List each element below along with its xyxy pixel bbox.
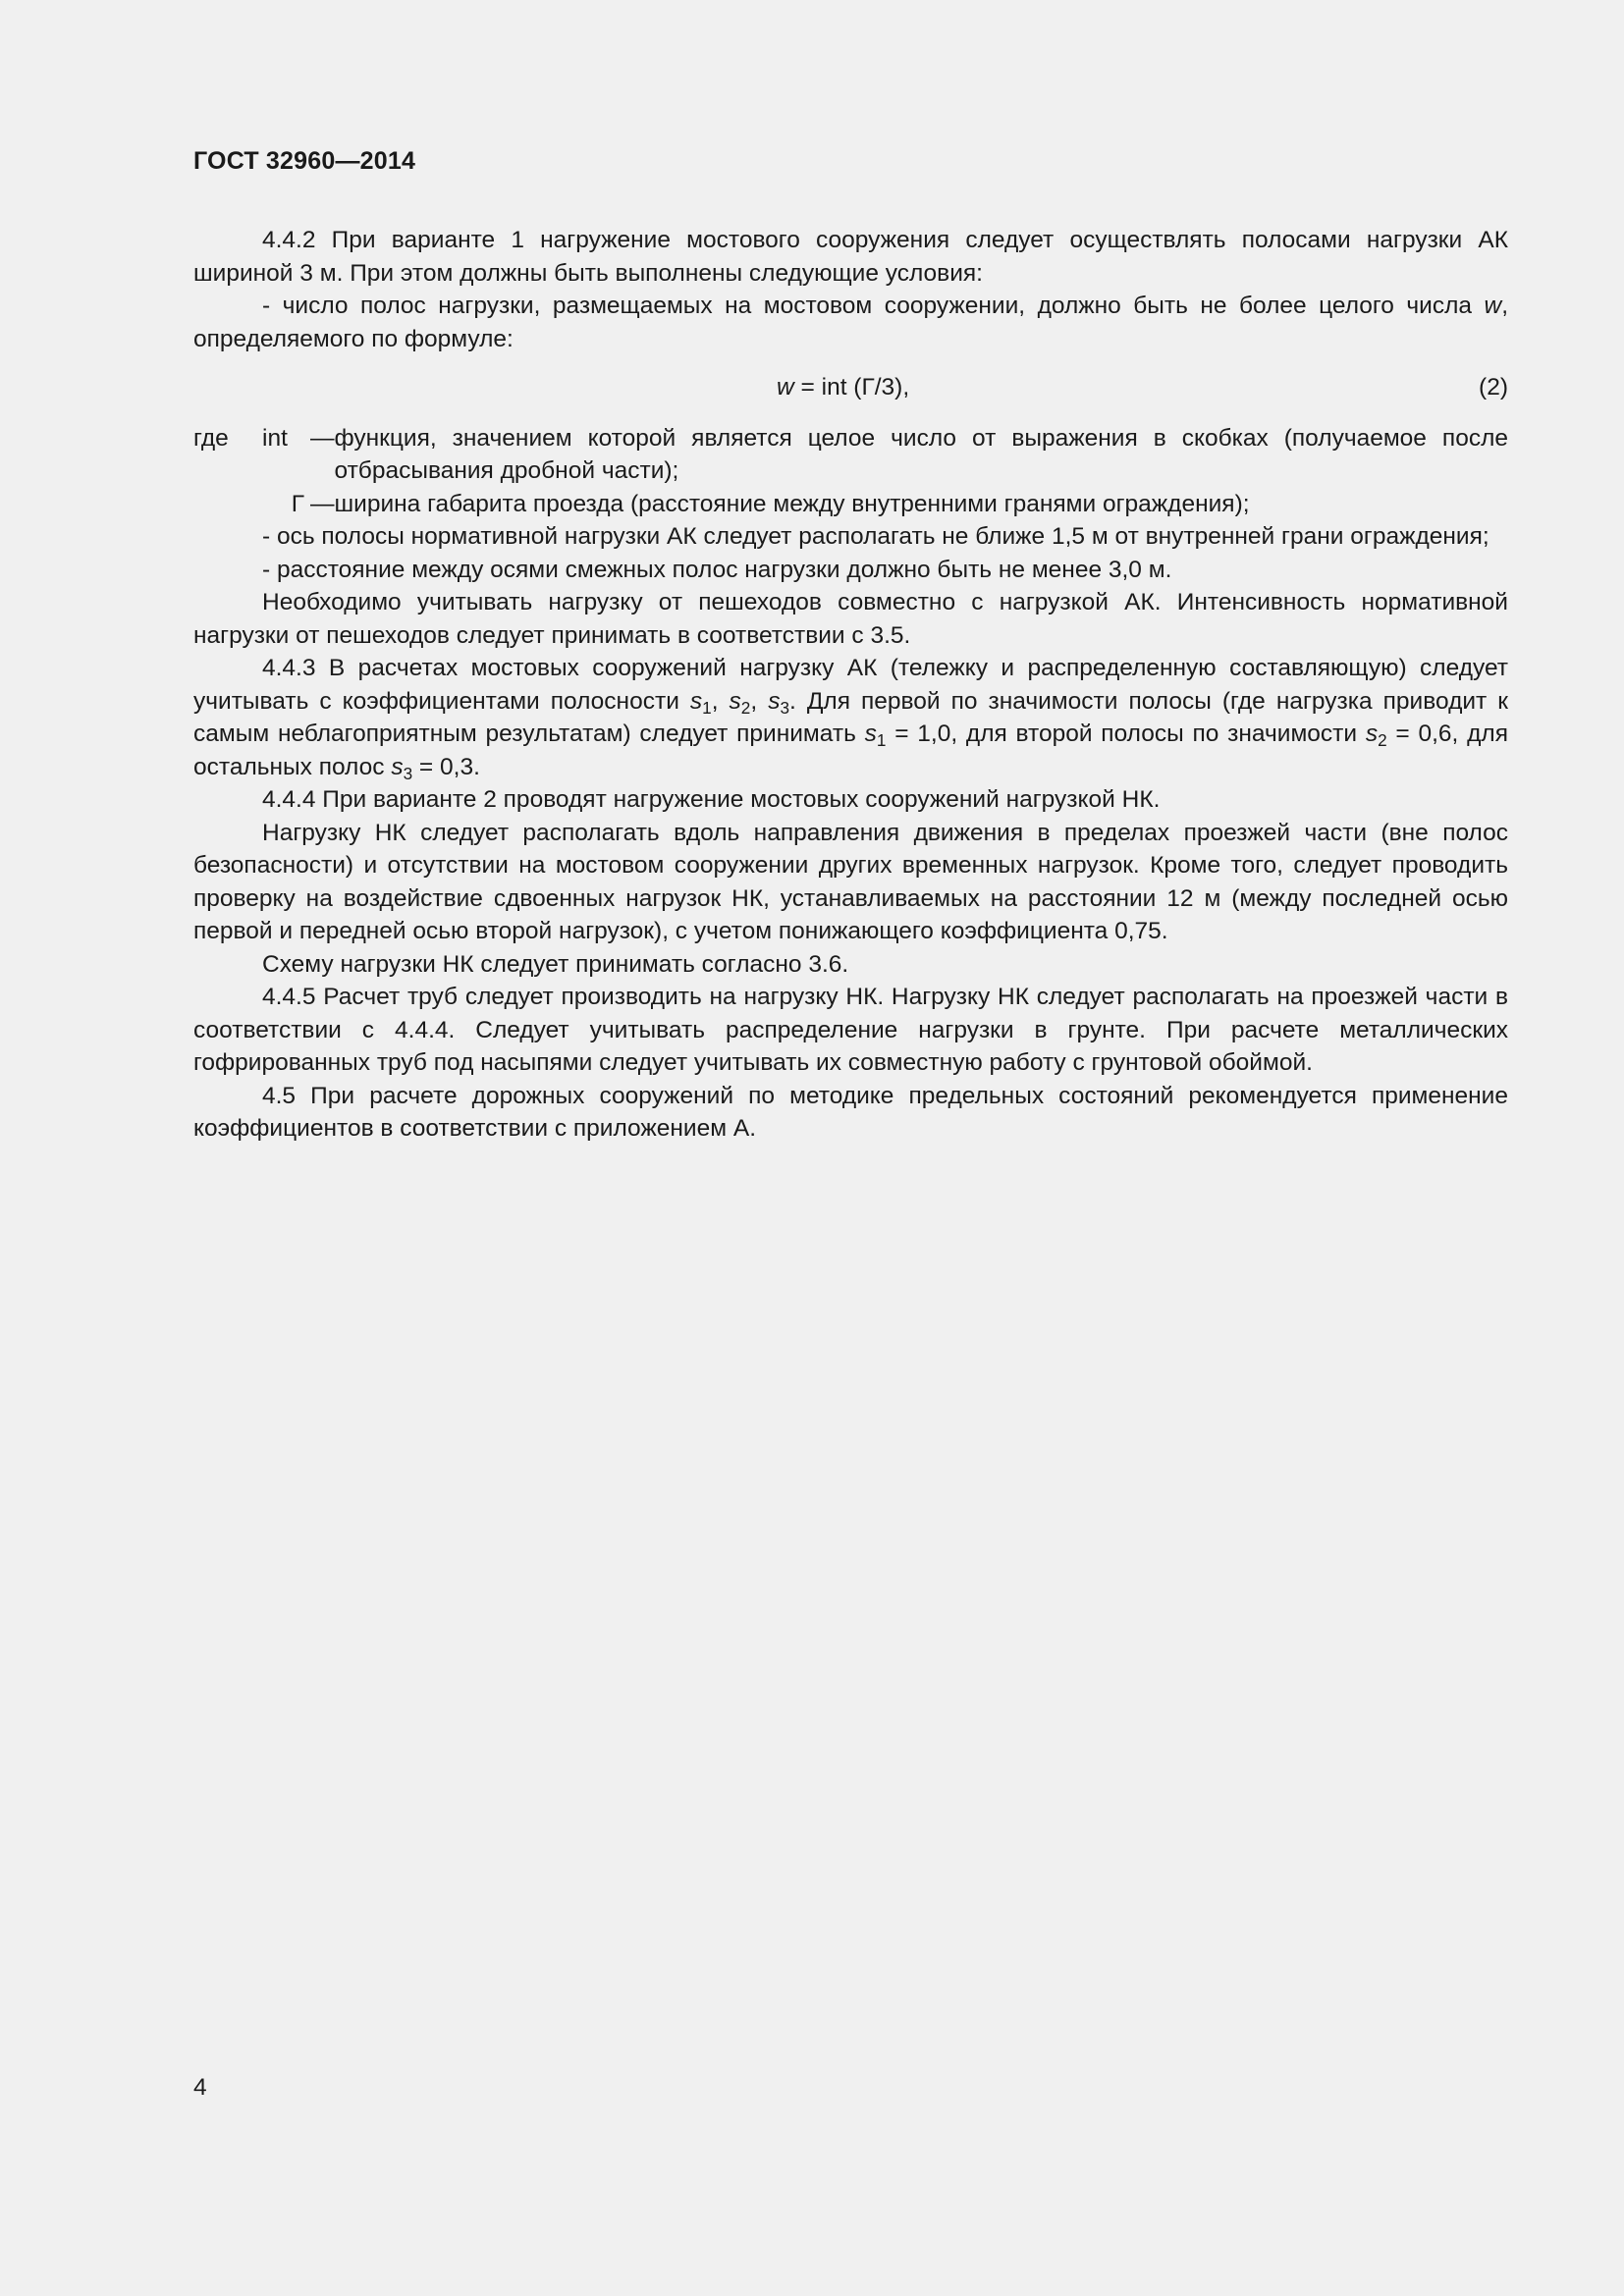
definition-int: где int — функция, значением которой является целое число от выражения в скобках (получаемое после отбрасывания дробной части); xyxy=(193,424,1508,484)
paragraph-4-4-3: 4.4.3 В расчетах мостовых сооружений нагрузку АК (тележку и распределенную составляющую) следует учитывать с коэффициентами полосности $s_1$, $s_2$, $s_3$. Для первой по значимости полосы (где нагрузка приводит к самым неблагоприятным результатам) следует принимать $s_1 = 1,0$, для второй полосы по значимости $s_2 = 0,6$, для остальных полос $s_3 = 0,3$. xyxy=(193,655,1509,783)
paragraph-condition-distance: - расстояние между осями смежных полос нагрузки должно быть не менее 3,0 м. xyxy=(262,556,1172,583)
formula-expression: w = int (Г/3), xyxy=(777,374,910,400)
formula-number: (2) xyxy=(1479,374,1508,400)
formula-2 xyxy=(193,371,1508,404)
document-header: ГОСТ 32960—2014 xyxy=(193,147,416,175)
document-body xyxy=(193,224,1508,1146)
paragraph-4-4-2: 4.4.2 При варианте 1 нагружение мостового сооружения следует осуществлять полосами нагрузки АК шириной 3 м. При этом должны быть выполнены следующие условия: xyxy=(193,227,1508,287)
paragraph-nk-placement: Нагрузку НК следует располагать вдоль направления движения в пределах проезжей части (вне полос безопасности) и отсутствии на мостовом сооружении других временных нагрузок. Кроме того, следует проводить проверку на воздействие сдвоенных нагрузок НК, устанавливаемых на расстоянии 12 м (между последней осью первой и передней осью второй нагрузок), с учетом понижающего коэффициента 0,75. xyxy=(193,819,1508,944)
paragraph-pedestrian-load: Необходимо учитывать нагрузку от пешеходов совместно с нагрузкой АК. Интенсивность нормативной нагрузки от пешеходов следует принимать в соответствии с 3.5. xyxy=(193,589,1508,649)
definition-gamma: Г — ширина габарита проезда (расстояние между внутренними гранями ограждения); xyxy=(291,490,1250,517)
paragraph-condition-axis: - ось полосы нормативной нагрузки АК следует располагать не ближе 1,5 м от внутренней грани ограждения; xyxy=(262,523,1489,550)
paragraph-4-4-4: 4.4.4 При варианте 2 проводят нагружение мостовых сооружений нагрузкой НК. xyxy=(262,786,1161,813)
definitions-list xyxy=(193,422,1508,521)
paragraph-nk-scheme: Схему нагрузки НК следует принимать согласно 3.6. xyxy=(262,950,849,978)
paragraph-4-4-5: 4.4.5 Расчет труб следует производить на нагрузку НК. Нагрузку НК следует располагать на проезжей части в соответствии с 4.4.4. Следует учитывать распределение нагрузки в грунте. При расчете металлических гофрированных труб под насыпями следует учитывать их совместную работу с грунтовой обоймой. xyxy=(193,984,1508,1076)
paragraph-condition-lanes: - число полос нагрузки, размещаемых на мостовом сооружении, должно быть не более целого числа w, определяемого по формуле: xyxy=(193,293,1508,352)
page-number: 4 xyxy=(193,2074,207,2101)
paragraph-4-5: 4.5 При расчете дорожных сооружений по методике предельных состояний рекомендуется применение коэффициентов в соответствии с приложением А. xyxy=(193,1082,1508,1142)
